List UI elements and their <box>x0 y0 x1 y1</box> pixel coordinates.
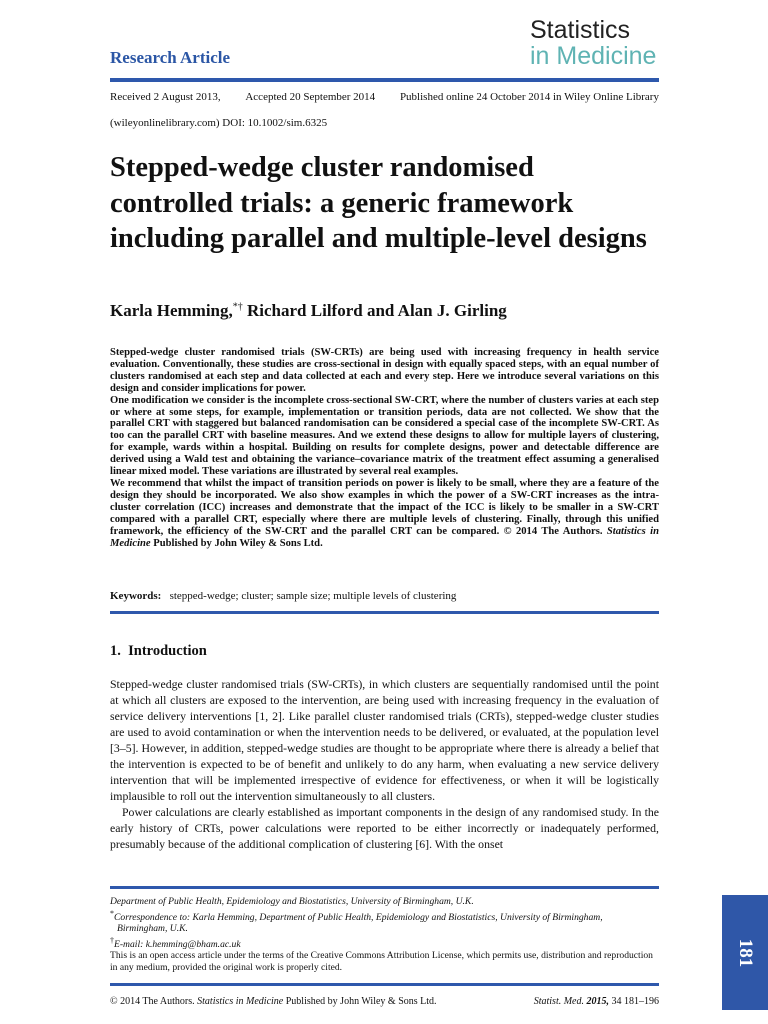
keywords <box>110 590 456 602</box>
correspondence-cont: Birmingham, U.K. <box>117 923 188 935</box>
section-number: 1. <box>110 643 121 659</box>
abstract-rule <box>110 611 659 614</box>
footer-publisher: Published by John Wiley & Sons Ltd. <box>283 996 437 1007</box>
email-line <box>110 935 659 951</box>
abstract-journal-name: Statistics in Medicine <box>110 525 659 549</box>
footer-copy-a: © 2014 The Authors. <box>110 996 195 1007</box>
correspondence-text: Correspondence to: Karla Hemming, Department of Public Health, Epidemiology and Biostatistics, University of Birmingham, <box>114 911 603 923</box>
page-number: 181 <box>735 938 756 967</box>
journal-logo <box>530 18 656 69</box>
body-paragraph-1: Stepped-wedge cluster randomised trials (SW-CRTs), in which clusters are sequentially randomised until the point at which all clusters are exposed to the intervention, are being used with increasing frequency in the evaluation of service delivery interventions [1, 2]. Like parallel cluster randomised trials (CRTs), stepped-wedge cluster studies are used to avoid contamination or when the intervention needs to be delivered, or evaluated, at the population level [3–5]. However, in addition, stepped-wedge studies are thought to be appropriate where there is already a belief that the intervention is expected to be of benefit and unlikely to do any harm, when evaluating a new service delivery intervention that will be implemented irrespective of evidence for effectiveness, or when it will be logistically implausible to roll out the intervention simultaneously to all clusters. <box>110 677 659 803</box>
citation-pages: 34 181–196 <box>609 996 659 1007</box>
section-title: Introduction <box>128 643 207 659</box>
body-text <box>110 676 659 852</box>
license-text: This is an open access article under the terms of the Creative Commons Attribution License, which permits use, distribution and reproduction in any medium, provided the original work is properly cited. <box>110 950 653 973</box>
publication-dates <box>110 91 659 103</box>
footnote-rule <box>110 886 659 889</box>
abstract-paragraph-3 <box>110 478 659 549</box>
abstract-paragraph-1: Stepped-wedge cluster randomised trials (SW-CRTs) are being used with increasing frequency in health service evaluation. Conventionally, these studies are cross-sectional in design with equally spaced steps, with an equal number of clusters randomised at each step and data collected at each and every step. Here we introduce several variations on this design and consider implications for power. <box>110 347 659 394</box>
author-rest: Richard Lilford and Alan J. Girling <box>242 301 507 320</box>
keywords-text: stepped-wedge; cluster; sample size; multiple levels of clustering <box>169 590 457 602</box>
author-first: Karla Hemming, <box>110 301 233 320</box>
abstract-p3-text: We recommend that whilst the impact of transition periods on power is likely to be small, where they are a feature of the design they should be incorporated. We also show examples in which the power of a SW-CRT increases as the intra-cluster correlation (ICC) increases and demonstrate that the impact of the ICC is likely to be smaller in a SW-CRT compared with a parallel CRT, especially where there are multiple levels of clustering. Finally, through this unified framework, the efficiency of the SW-CRT and the parallel CRT can be compared. © 2014 The Authors. <box>110 477 659 537</box>
correspondence <box>110 908 659 924</box>
body-paragraph-2: Power calculations are clearly established as important components in the design of any randomised study. In the early history of CRTs, power calculations were reported to be either incorrectly or inadequately performed, presumably because of the additional complication of clustering [6]. With the onset <box>110 805 659 851</box>
published-date: Published online 24 October 2014 in Wiley Online Library <box>399 91 659 103</box>
section-heading <box>110 643 207 660</box>
abstract <box>110 347 659 549</box>
footer-copyright <box>110 996 437 1007</box>
footer-citation <box>534 996 659 1007</box>
abstract-paragraph-2: One modification we consider is the incomplete cross-sectional SW-CRT, where the number of clusters varies at each step or where at some steps, for example, implementation or transition periods, data are not collected. We show that the parallel CRT with staggered but balanced randomisation can be considered a special case of the incomplete SW-CRT. As too can the parallel CRT with baseline measures. And we extend these designs to allow for multiple layers of clustering, for example, wards within a hospital. Building on results for complete designs, power and detectable difference are derived using a Wald test and obtaining the variance–covariance matrix of the treatment effect assuming a generalised linear mixed model. These variations are illustrated by several real examples. <box>110 394 659 478</box>
journal-name-line1: Statistics <box>530 16 631 44</box>
citation-year: 2015, <box>586 996 609 1007</box>
footer-journal: Statistics in Medicine <box>197 996 284 1007</box>
abstract-publisher: Published by John Wiley & Sons Ltd. <box>150 537 323 549</box>
article-type: Research Article <box>110 48 231 67</box>
email-text: E-mail: k.hemming@bham.ac.uk <box>114 938 241 950</box>
article-title: Stepped-wedge cluster randomised controlled trials: a generic framework including parallel and multiple-level designs <box>110 152 647 254</box>
author-marks: *† <box>232 301 243 313</box>
page-number-tab <box>722 895 768 1010</box>
received-date: Received 2 August 2013, <box>110 91 221 103</box>
journal-name-line2: in Medicine <box>530 42 657 70</box>
email-mark: † <box>110 935 114 945</box>
footer-rule <box>110 983 659 986</box>
header-rule <box>110 78 659 82</box>
footnotes <box>110 896 659 973</box>
keywords-label: Keywords: <box>110 590 162 602</box>
author-list <box>110 301 507 321</box>
accepted-date: Accepted 20 September 2014 <box>245 91 376 103</box>
affiliation: Department of Public Health, Epidemiology and Biostatistics, University of Birmingham, U.K. <box>110 896 474 907</box>
corr-mark: * <box>110 908 114 918</box>
page-footer <box>110 996 659 1007</box>
citation-journal: Statist. Med. <box>533 996 584 1007</box>
doi-line: (wileyonlinelibrary.com) DOI: 10.1002/sim.6325 <box>110 117 328 129</box>
